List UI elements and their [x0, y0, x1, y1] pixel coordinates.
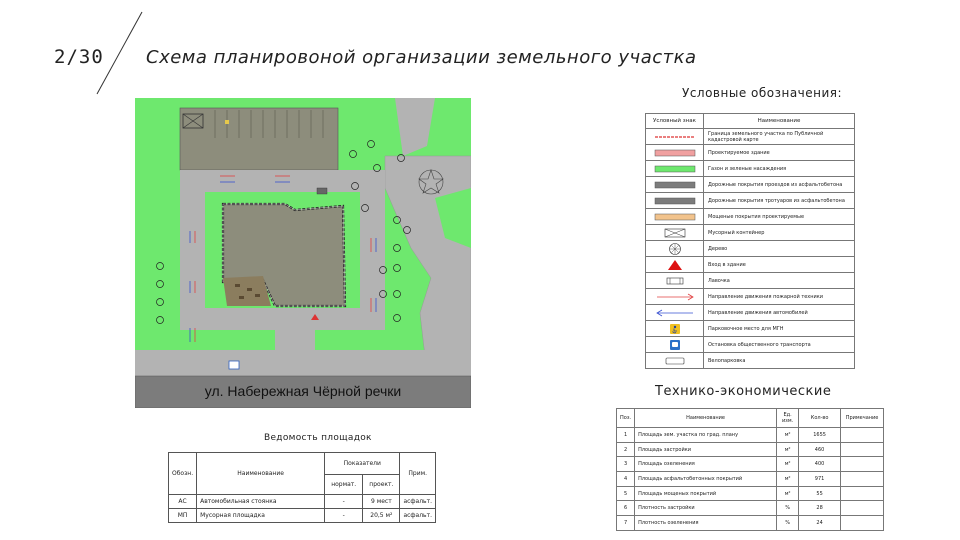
legend-row: Дерево: [646, 241, 855, 257]
legend-row: Газон и зеленые насаждения: [646, 161, 855, 177]
areas-header-proj: проект.: [363, 475, 400, 495]
legend-row: Дорожные покрытия тротуаров из асфальтобетона: [646, 193, 855, 209]
areas-title: Ведомость площадок: [264, 433, 372, 443]
tech-header-unit: Ед. изм.: [777, 409, 799, 428]
table-row: МП Мусорная площадка - 20,5 м² асфальт.: [169, 509, 436, 523]
accessible-parking-icon: [653, 323, 697, 335]
site-plan: [135, 98, 471, 408]
legend-row: Лавочка: [646, 273, 855, 289]
legend-header-symbol: Условный знак: [646, 114, 704, 129]
slide-title: Схема планировоной организации земельного участка: [146, 47, 697, 68]
areas-header-indicators: Показатели: [325, 453, 400, 475]
areas-header-norm: нормат.: [325, 475, 363, 495]
table-row: 3 Площадь озеленения м² 400: [617, 457, 884, 472]
trash-container-icon: [653, 227, 697, 239]
legend-row: Мусорный контейнер: [646, 225, 855, 241]
red-arrow-icon: [653, 293, 697, 301]
table-row: 1 Площадь зем. участка по град. плану м² 1655: [617, 428, 884, 443]
tech-header-name: Наименование: [635, 409, 777, 428]
areas-header-code: Обозн.: [169, 453, 197, 495]
bench-icon: [653, 276, 697, 286]
legend-row: Дорожные покрытия проездов из асфальтобетона: [646, 177, 855, 193]
legend-row: Граница земельного участка по Публичной кадастровой карте: [646, 129, 855, 145]
bus-stop-marker: [229, 361, 239, 369]
bus-stop-icon: [653, 339, 697, 351]
legend-row: Направление движения автомобилей: [646, 305, 855, 321]
legend-table: [645, 113, 855, 369]
bike-rack-icon: [653, 356, 697, 366]
tech-table: [616, 408, 884, 531]
entrance-path: [275, 310, 315, 352]
street-label: ул. Набережная Чёрной речки: [204, 383, 402, 399]
table-row: 2 Площадь застройки м² 460: [617, 442, 884, 457]
table-row: 4 Площадь асфальтобетонных покрытий м² 971: [617, 472, 884, 487]
legend-row: Велопарковка: [646, 353, 855, 369]
tech-header-qty: Кол-во: [799, 409, 841, 428]
legend-row: Проектируемое здание: [646, 145, 855, 161]
slide-number: 2/30: [54, 46, 104, 68]
title-divider: [94, 10, 144, 96]
legend-row: Вход в здание: [646, 257, 855, 273]
legend-row: Направление движения пожарной техники: [646, 289, 855, 305]
legend-title: Условные обозначения:: [682, 86, 843, 100]
legend-row: Остановка общественного транспорта: [646, 337, 855, 353]
table-row: 6 Плотность застройки % 28: [617, 501, 884, 516]
areas-table: [168, 452, 436, 523]
tree-icon: [653, 242, 697, 256]
tech-header-pos: Поз.: [617, 409, 635, 428]
legend-row: Парковочное место для МГН: [646, 321, 855, 337]
tech-header-note: Примечание: [841, 409, 884, 428]
legend-row: Мощеные покрытия проектируемые: [646, 209, 855, 225]
blue-arrow-icon: [653, 309, 697, 317]
parking-structure: [180, 108, 338, 170]
table-row: 7 Плотность озеленения % 24: [617, 516, 884, 531]
tech-title: Технико-экономические: [655, 384, 832, 399]
sidewalk: [135, 350, 471, 376]
legend-header-name: Наименование: [704, 114, 855, 129]
entrance-triangle-icon: [653, 259, 697, 271]
table-row: 5 Площадь мощеных покрытий м² 55: [617, 486, 884, 501]
areas-header-name: Наименование: [197, 453, 325, 495]
areas-header-note: Прим.: [400, 453, 436, 495]
table-row: АС Автомобильная стоянка - 9 мест асфальт.: [169, 495, 436, 509]
